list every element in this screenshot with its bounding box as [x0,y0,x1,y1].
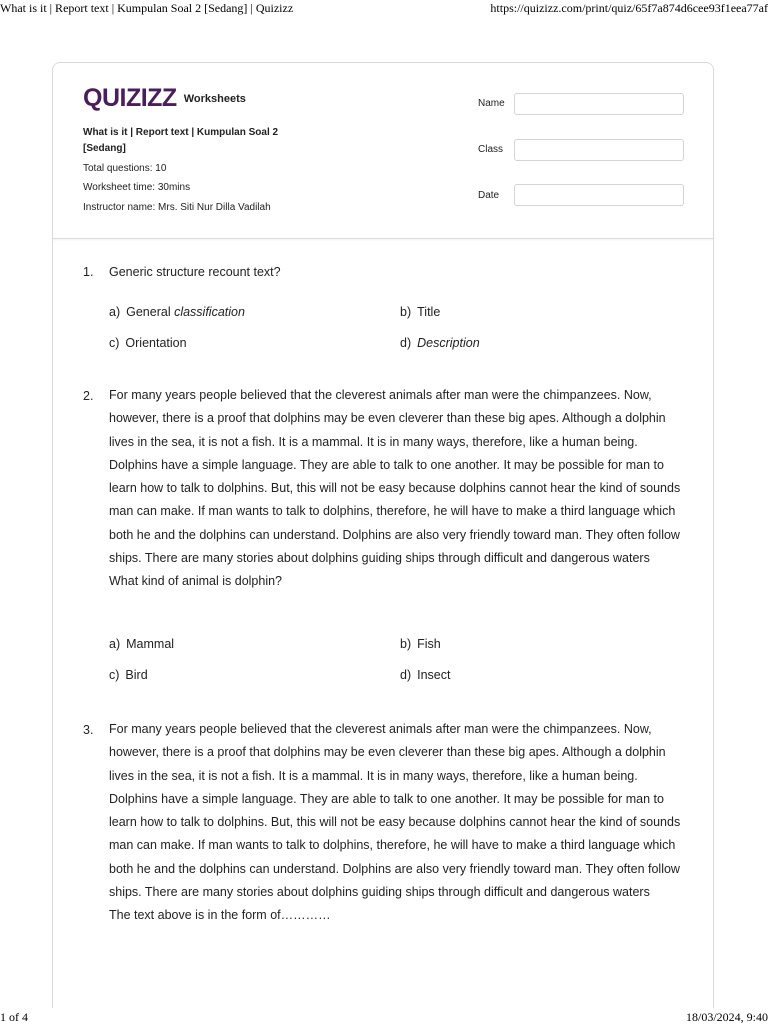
class-label: Class [478,144,504,155]
print-datetime: 18/03/2024, 9:40 [685,1010,768,1024]
page-count: 1 of 4 [0,1010,28,1024]
date-field[interactable] [514,184,684,206]
option-letter: d) [400,668,412,682]
worksheet [52,62,714,1008]
option-d[interactable] [400,668,450,682]
name-field[interactable] [514,93,684,115]
class-field[interactable] [514,139,684,161]
option-letter: d) [400,336,412,350]
logo-wordmark: QUIZIZZ [83,84,177,112]
option-text: Mammal [126,637,175,651]
instructor-name: Instructor name: Mrs. Siti Nur Dilla Vadilah [83,202,271,213]
option-b[interactable] [400,637,441,651]
option-text: Title [417,305,441,319]
option-c[interactable] [109,668,148,682]
option-a[interactable] [109,637,174,651]
worksheet-title: What is it | Report text | Kumpulan Soal 2 [Sedang] [83,127,279,154]
option-text: Insect [417,668,451,682]
question-number: 2. [83,389,94,403]
option-letter: b) [400,637,412,651]
option-letter: c) [109,336,120,350]
option-text: Bird [125,668,148,682]
question-number: 1. [83,265,94,279]
option-text: Orientation [125,336,187,350]
print-page-title: What is it | Report text | Kumpulan Soal 2 [Sedang] | Quizizz [0,1,294,15]
option-letter: c) [109,668,120,682]
question-text [109,384,689,594]
option-text-italic: Description [417,336,480,350]
name-label: Name [478,98,505,109]
print-url: https://quizizz.com/print/quiz/65f7a874d6cee93f1eea77af [490,1,768,15]
option-c[interactable] [109,336,187,350]
worksheet-header [53,63,713,239]
option-letter: b) [400,305,412,319]
logo-subtitle: Worksheets [183,93,246,105]
question-prompt: What kind of animal is dolphin? [109,574,283,589]
option-text-italic: classification [174,305,245,319]
print-footer [0,1008,768,1024]
quizizz-logo [83,85,246,111]
reading-passage: For many years people believed that the cleverest animals after man were the chimpanzees. Now, however, there is a proof that dolphins may be even cleverer than these big apes. Although a dolphin lives in the sea, it is not a fish. It is a mammal. It is in many ways, therefore, like a human being. Dolphins have a simple language. They are able to talk to one another. It may be possible for man to learn how to talk to dolphins. But, this will not be easy because dolphins cannot hear the kind of sounds man can make. If man wants to talk to dolphins, therefore, he will have to make a third language which both he and the dolphins can understand. Dolphins are also very friendly toward man. They often follow ships. There are many stories about dolphins guiding ships through difficult and dangerous waters [109,722,681,900]
question-text: Generic structure recount text? [109,265,281,279]
option-letter: a) [109,637,121,651]
question-number: 3. [83,723,94,737]
date-label: Date [478,190,500,201]
worksheet-time: Worksheet time: 30mins [83,182,191,193]
option-a[interactable] [109,305,245,319]
option-b[interactable] [400,305,440,319]
option-text: General [126,305,175,319]
total-questions: Total questions: 10 [83,163,167,174]
question-prompt: The text above is in the form of………… [109,908,331,923]
question-text [109,718,689,928]
option-text: Fish [417,637,441,651]
reading-passage: For many years people believed that the cleverest animals after man were the chimpanzees. Now, however, there is a proof that dolphins may be even cleverer than these big apes. Although a dolphin lives in the sea, it is not a fish. It is a mammal. It is in many ways, therefore, like a human being. Dolphins have a simple language. They are able to talk to one another. It may be possible for man to learn how to talk to dolphins. But, this will not be easy because dolphins cannot hear the kind of sounds man can make. If man wants to talk to dolphins, therefore, he will have to make a third language which both he and the dolphins can understand. Dolphins are also very friendly toward man. They often follow ships. There are many stories about dolphins guiding ships through difficult and dangerous waters [109,388,681,566]
option-d[interactable] [400,336,480,350]
print-header [0,0,768,18]
option-letter: a) [109,305,121,319]
